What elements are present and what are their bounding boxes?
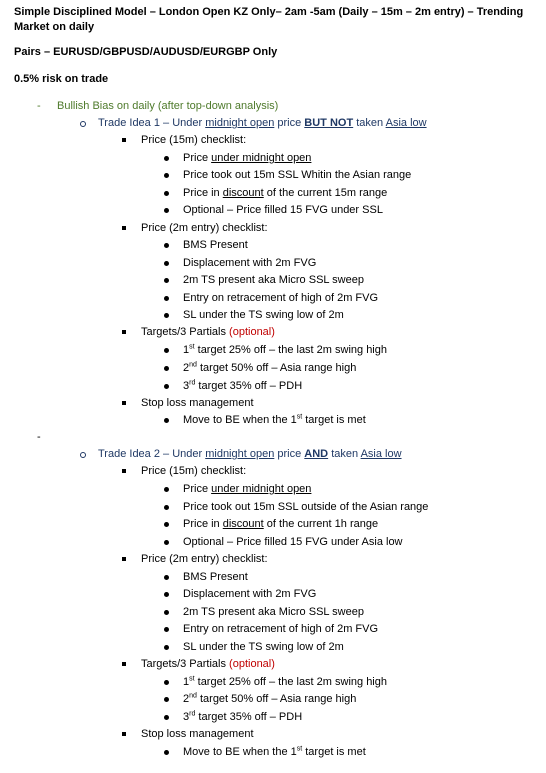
list-item: SL under the TS swing low of 2m (183, 641, 344, 653)
list-item: Price in discount of the current 1h range (183, 518, 379, 530)
dot-bullet-icon (164, 697, 169, 702)
list-item: 2nd target 50% off – Asia range high (183, 692, 357, 705)
dot-bullet-icon (164, 645, 169, 650)
dot-bullet-icon (164, 296, 169, 301)
link-midnight-open[interactable]: midnight open (205, 117, 275, 129)
dot-bullet-icon (164, 313, 169, 318)
dot-bullet-icon (164, 191, 169, 196)
list-item: Entry on retracement of high of 2m FVG (183, 623, 379, 635)
list-item: SL under the TS swing low of 2m (183, 309, 344, 321)
square-bullet-icon (122, 401, 126, 405)
list-item: 2nd target 50% off – Asia range high (183, 361, 357, 374)
list-item: Entry on retracement of high of 2m FVG (183, 292, 379, 304)
dot-bullet-icon (164, 261, 169, 266)
dot-bullet-icon (164, 715, 169, 720)
link-asia-low[interactable]: Asia low (385, 117, 427, 129)
list-item: Move to BE when the 1st target is met (183, 413, 366, 426)
square-bullet-icon (122, 732, 126, 736)
dot-bullet-icon (164, 610, 169, 615)
list-item: 3rd target 35% off – PDH (183, 379, 303, 392)
dot-bullet-icon (164, 208, 169, 213)
dot-bullet-icon (164, 384, 169, 389)
dot-bullet-icon (164, 173, 169, 178)
list-item: Price took out 15m SSL outside of the Asian range (183, 501, 429, 513)
square-bullet-icon (122, 469, 126, 473)
dot-bullet-icon (164, 505, 169, 510)
dot-bullet-icon (164, 522, 169, 527)
list-item: Move to BE when the 1st target is met (183, 745, 366, 758)
square-bullet-icon (122, 662, 126, 666)
price-2m-header: Price (2m entry) checklist: (141, 222, 268, 234)
link-asia-low[interactable]: Asia low (360, 448, 402, 460)
square-bullet-icon (122, 557, 126, 561)
list-item: Price under midnight open (183, 483, 312, 495)
dot-bullet-icon (164, 348, 169, 353)
circle-bullet-icon (80, 452, 86, 458)
dot-bullet-icon (164, 680, 169, 685)
list-item: Optional – Price filled 15 FVG under SSL (183, 204, 383, 216)
pairs-line: Pairs – EURUSD/GBPUSD/AUDUSD/EURGBP Only (14, 46, 278, 58)
list-item: 1st target 25% off – the last 2m swing high (183, 675, 387, 688)
square-bullet-icon (122, 138, 126, 142)
list-item: BMS Present (183, 571, 248, 583)
trade-idea-2-heading: Trade Idea 2 – Under midnight open price AND taken Asia low (98, 448, 402, 460)
list-item: Price took out 15m SSL Whitin the Asian range (183, 169, 412, 181)
dot-bullet-icon (164, 278, 169, 283)
separator-dash: - (37, 431, 41, 443)
list-item: Displacement with 2m FVG (183, 588, 317, 600)
list-item: 1st target 25% off – the last 2m swing high (183, 343, 387, 356)
list-item: 3rd target 35% off – PDH (183, 710, 303, 723)
doc-title: Simple Disciplined Model – London Open KZ Only– 2am -5am (Daily – 15m – 2m entry) – Trending (14, 6, 524, 18)
list-item: BMS Present (183, 239, 248, 251)
risk-line: 0.5% risk on trade (14, 73, 109, 85)
dot-bullet-icon (164, 366, 169, 371)
dot-bullet-icon (164, 156, 169, 161)
dot-bullet-icon (164, 627, 169, 632)
square-bullet-icon (122, 330, 126, 334)
dot-bullet-icon (164, 592, 169, 597)
doc-title-cont: Market on daily (14, 21, 95, 33)
list-item: 2m TS present aka Micro SSL sweep (183, 606, 364, 618)
list-item: Optional – Price filled 15 FVG under Asia low (183, 536, 403, 548)
dot-bullet-icon (164, 487, 169, 492)
link-midnight-open[interactable]: midnight open (205, 448, 275, 460)
price-2m-header: Price (2m entry) checklist: (141, 553, 268, 565)
price-15m-header: Price (15m) checklist: (141, 465, 247, 477)
list-item: Price under midnight open (183, 152, 312, 164)
targets-header: Targets/3 Partials (optional) (141, 658, 275, 670)
trade-idea-1-heading: Trade Idea 1 – Under midnight open price BUT NOT taken Asia low (98, 117, 427, 129)
list-item: Displacement with 2m FVG (183, 257, 317, 269)
dot-bullet-icon (164, 575, 169, 580)
list-item: Price in discount of the current 15m range (183, 187, 388, 199)
stop-loss-header: Stop loss management (141, 728, 254, 740)
bias-dash: - (37, 100, 41, 112)
list-item: 2m TS present aka Micro SSL sweep (183, 274, 364, 286)
dot-bullet-icon (164, 243, 169, 248)
price-15m-header: Price (15m) checklist: (141, 134, 247, 146)
dot-bullet-icon (164, 750, 169, 755)
square-bullet-icon (122, 226, 126, 230)
bias-heading: Bullish Bias on daily (after top-down analysis) (57, 100, 279, 112)
targets-header: Targets/3 Partials (optional) (141, 326, 275, 338)
circle-bullet-icon (80, 121, 86, 127)
stop-loss-header: Stop loss management (141, 397, 254, 409)
dot-bullet-icon (164, 540, 169, 545)
dot-bullet-icon (164, 418, 169, 423)
